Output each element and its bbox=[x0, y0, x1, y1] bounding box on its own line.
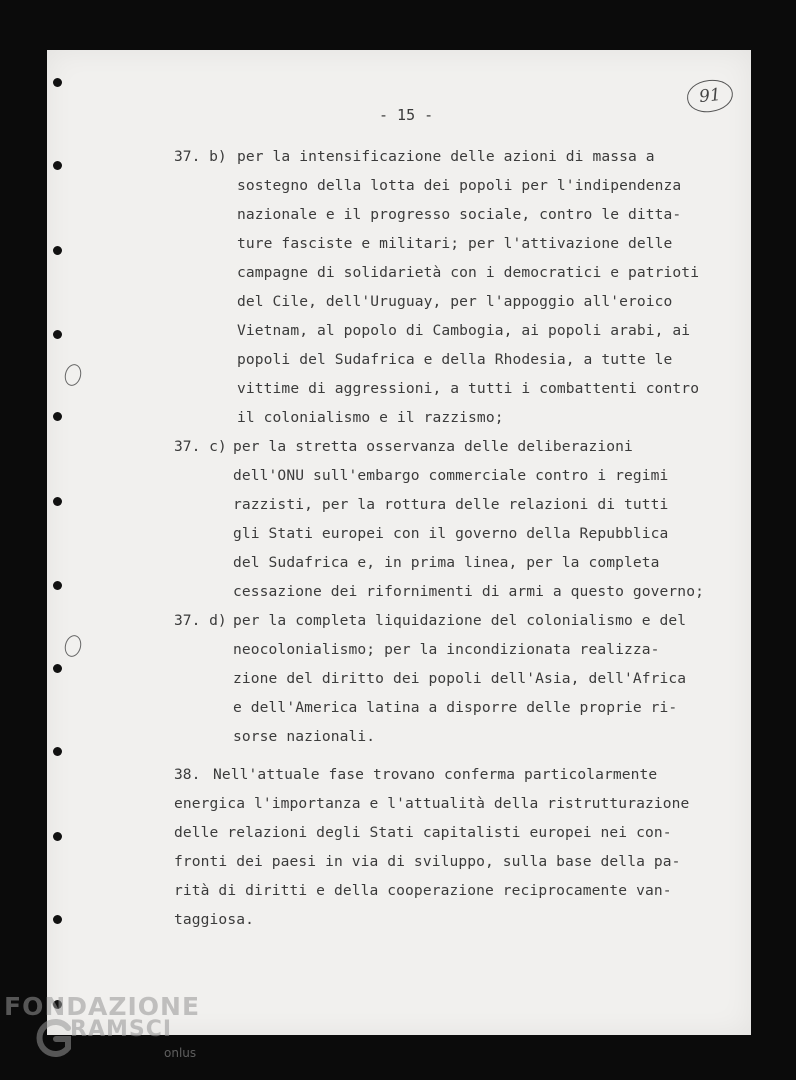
text-line: Nell'attuale fase trovano conferma particolarmente bbox=[213, 766, 658, 783]
document-page bbox=[47, 50, 751, 1035]
text-line: nazionale e il progresso sociale, contro le ditta- bbox=[237, 206, 682, 223]
punch-hole bbox=[53, 915, 62, 924]
punch-hole bbox=[53, 664, 62, 673]
text-line: ture fasciste e militari; per l'attivazione delle bbox=[237, 235, 673, 252]
text-line: per la intensificazione delle azioni di massa a bbox=[237, 148, 655, 165]
pencil-margin-mark bbox=[62, 633, 83, 658]
fondazione-gramsci-watermark bbox=[4, 992, 204, 1072]
text-line: gli Stati europei con il governo della Repubblica bbox=[233, 525, 669, 542]
punch-hole bbox=[53, 832, 62, 841]
text-line: dell'ONU sull'embargo commerciale contro i regimi bbox=[233, 467, 669, 484]
paragraph-number: 38. bbox=[174, 766, 201, 783]
text-line: delle relazioni degli Stati capitalisti europei nei con- bbox=[174, 824, 672, 841]
text-line: del Sudafrica e, in prima linea, per la completa bbox=[233, 554, 660, 571]
paragraph-number: 37. d) bbox=[174, 612, 227, 629]
text-line: sorse nazionali. bbox=[233, 728, 376, 745]
text-line: il colonialismo e il razzismo; bbox=[237, 409, 504, 426]
text-line: zione del diritto dei popoli dell'Asia, dell'Africa bbox=[233, 670, 687, 687]
watermark-line-2: RAMSCI bbox=[70, 1017, 173, 1042]
text-line: Vietnam, al popolo di Cambogia, ai popoli arabi, ai bbox=[237, 322, 691, 339]
paragraph-number: 37. b) bbox=[174, 148, 227, 165]
punch-hole bbox=[53, 246, 62, 255]
punch-hole bbox=[53, 747, 62, 756]
punch-hole bbox=[53, 78, 62, 87]
text-line: cessazione dei rifornimenti di armi a questo governo; bbox=[233, 583, 704, 600]
archive-number-stamp: 91 bbox=[685, 78, 734, 115]
text-line: taggiosa. bbox=[174, 911, 254, 928]
pencil-margin-mark bbox=[62, 362, 83, 387]
text-line: popoli del Sudafrica e della Rhodesia, a tutte le bbox=[237, 351, 673, 368]
text-line: vittime di aggressioni, a tutti i combattenti contro bbox=[237, 380, 700, 397]
text-line: rità di diritti e della cooperazione reciprocamente van- bbox=[174, 882, 672, 899]
punch-hole bbox=[53, 161, 62, 170]
watermark-line-3: onlus bbox=[164, 1046, 197, 1060]
gramsci-g-logo-icon bbox=[34, 1018, 74, 1058]
punch-hole bbox=[53, 497, 62, 506]
punch-hole bbox=[53, 581, 62, 590]
text-line: per la completa liquidazione del colonialismo e del bbox=[233, 612, 687, 629]
punch-hole bbox=[53, 330, 62, 339]
text-line: campagne di solidarietà con i democratici e patrioti bbox=[237, 264, 700, 281]
text-line: fronti dei paesi in via di sviluppo, sulla base della pa- bbox=[174, 853, 681, 870]
text-line: e dell'America latina a disporre delle proprie ri- bbox=[233, 699, 678, 716]
text-line: per la stretta osservanza delle deliberazioni bbox=[233, 438, 633, 455]
text-line: del Cile, dell'Uruguay, per l'appoggio all'eroico bbox=[237, 293, 673, 310]
watermark-line-1: FONDAZIONE bbox=[4, 992, 201, 1021]
text-line: neocolonialismo; per la incondizionata realizza- bbox=[233, 641, 660, 658]
text-line: sostegno della lotta dei popoli per l'indipendenza bbox=[237, 177, 682, 194]
punch-hole bbox=[53, 412, 62, 421]
page-number: - 15 - bbox=[379, 106, 434, 124]
text-line: razzisti, per la rottura delle relazioni di tutti bbox=[233, 496, 669, 513]
paragraph-number: 37. c) bbox=[174, 438, 227, 455]
text-line: energica l'importanza e l'attualità della ristrutturazione bbox=[174, 795, 690, 812]
